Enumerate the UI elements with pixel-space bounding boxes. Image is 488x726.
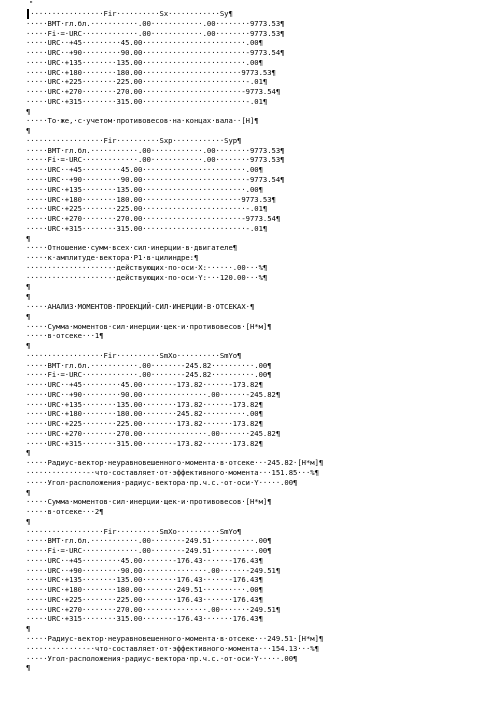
document-line: ··················Fir··········Sx············Sy¶ [26,9,233,18]
document-line: ·····в·отсеке···1¶ [26,331,104,341]
document-line: ·····URC·+315········315.00·······-176.43·······176.43¶ [26,614,263,624]
document-line: ¶ [26,663,31,673]
document-line: ·····Сумма·моментов·сил·инерции·щек·и·противовесов·[Н*м]¶ [26,497,272,507]
document-line: ·····URC··+45·········45.00························.00¶ [26,38,263,48]
document-line: ·····URC·+225········225.00························-.01¶ [26,77,268,87]
document-line: ·····Fi·=·URC·············.00············.00········9773.53¶ [26,155,285,165]
document-line: ···················-·действующих·по·оси·Y:···120.00···%¶ [26,272,268,282]
document-body[interactable] [26,9,484,673]
document-line: ·····URC·+135········135.00························.00¶ [26,57,263,67]
document-line: ·····Отношение·сумм·всех·сил·инерции·в·двигателе¶ [26,243,238,253]
document-line: ··················Fir··········Sxp············Syp¶ [26,135,242,145]
document-line: ·····URC·+225········225.00························-.01¶ [26,204,268,214]
document-line: ¶ [26,341,31,351]
document-line: ·····BMT·гл.бл.···········.00·······-245.82··········.00¶ [26,360,272,370]
document-line: ¶ [26,448,31,458]
document-line: ·····URC··+90·········90.00························-9773.54¶ [26,48,285,58]
document-line: ·····То·же,·с·учетом·противовесов·на·концах·вала··[Н]¶ [26,116,259,126]
document-line: ··················Fir··········SmXo··········SmYo¶ [26,526,242,536]
document-line: ·····АНАЛИЗ·МОМЕНТОВ·ПРОЕКЦИЙ·СИЛ·ИНЕРЦИИ·В·ОТСЕКАХ·¶ [26,301,255,311]
document-line: ¶ [26,487,31,497]
document-line: ·····Угол·расположения·радиус-вектора·пр.ч.с.·от·оси·Y·····.00¶ [26,653,298,663]
document-line: ·····URC··+45·········45.00························.00¶ [26,165,263,175]
document-line: ·····Радиус-вектор·неуравновешенного·момента·в·отсеке···249.51·[Н*м]¶ [26,634,324,643]
document-line: ¶ [26,624,31,634]
document-line: ·····URC·+180········180.00·······················9773.53¶ [26,194,276,204]
document-line: ··············-·что·составляет·от·эффективного·момента···154.13···%¶ [26,643,319,653]
document-line: ¶ [26,126,31,136]
document-line: ·····Fi·=·URC·············.00·······-245.82··········.00¶ [26,370,272,380]
document-line: ·····Угол·расположения·радиус-вектора·пр.ч.с.·от·оси·Y·····.00¶ [26,477,298,487]
corner-mark: " [29,0,34,8]
document-line: ·····Fi·=·URC·············.00············.00········9773.53¶ [26,28,285,38]
document-line: ·····URC·+270········270.00·······················-9773.54¶ [26,214,281,224]
document-line: ···················-·действующих·по·оси·X:······.00···%¶ [26,262,268,272]
document-line: ·····URC·+180········180.00········249.51··········.00¶ [26,585,263,595]
document-line: ·····URC·+135········135.00························.00¶ [26,184,263,194]
document-line: ·····URC··+90·········90.00························-9773.54¶ [26,175,285,185]
document-line: ·····в·отсеке···2¶ [26,507,104,517]
document-line: ·····URC·+270········270.00···············.00·······245.82¶ [26,428,281,438]
document-line: ¶ [26,292,31,302]
document-line: ·····URC·+270········270.00·······················-9773.54¶ [26,87,281,97]
document-line: ·····Радиус-вектор·неуравновешенного·момента·в·отсеке···245.82·[Н*м]¶ [26,458,324,468]
document-line: ··················Fir··········SmXo··········SmYo¶ [26,350,242,360]
document-line: ¶ [26,233,31,243]
document-line: ¶ [26,311,31,321]
document-line: ·····к·амплитуде·вектора·P1·в·цилиндре:¶ [26,253,199,263]
document-line: ·····Сумма·моментов·сил·инерции·щек·и·противовесов·[Н*м]¶ [26,321,272,331]
document-line: ¶ [26,516,31,526]
document-line: ·····URC··+45·········45.00·······-176.43······-176.43¶ [26,555,263,565]
document-line: ·····URC·+180········180.00·······················9773.53¶ [26,67,276,77]
document-line: ·····URC·+315········315.00························-.01¶ [26,223,268,233]
document-line: ·····URC·+315········315.00·······-173.82·······173.82¶ [26,438,263,448]
document-line: ¶ [26,106,31,116]
document-line: ·····URC·+315········315.00························-.01¶ [26,96,268,106]
document-line: ·····BMT·гл.бл.···········.00············.00········9773.53¶ [26,145,285,155]
document-line: ·····URC··+45·········45.00·······-173.82······-173.82¶ [26,380,263,390]
document-line: ·····Fi·=·URC·············.00·······-249.51··········.00¶ [26,546,272,556]
document-line: ·····URC·+270········270.00···············.00·······249.51¶ [26,604,281,614]
document-line: ·····URC··+90·········90.00···············.00······-245.82¶ [26,389,281,399]
document-line: ·····URC··+90·········90.00···············.00······-249.51¶ [26,565,281,575]
document-line: ·····URC·+180········180.00········245.82··········.00¶ [26,409,263,419]
document-line: ·····BMT·гл.бл.···········.00············.00········9773.53¶ [26,18,285,28]
document-line: ·····URC·+135········135.00········176.43······-176.43¶ [26,575,263,585]
document-line: ¶ [26,282,31,292]
document-line: ··············-·что·составляет·от·эффективного·момента···151.85···%¶ [26,467,319,477]
document-line: ·····URC·+225········225.00········176.43·······176.43¶ [26,594,263,604]
document-line: ·····BMT·гл.бл.···········.00·······-249.51··········.00¶ [26,536,272,546]
document-line: ·····URC·+225········225.00········173.82·······173.82¶ [26,419,263,429]
document-line: ·····URC·+135········135.00········173.82······-173.82¶ [26,399,263,409]
